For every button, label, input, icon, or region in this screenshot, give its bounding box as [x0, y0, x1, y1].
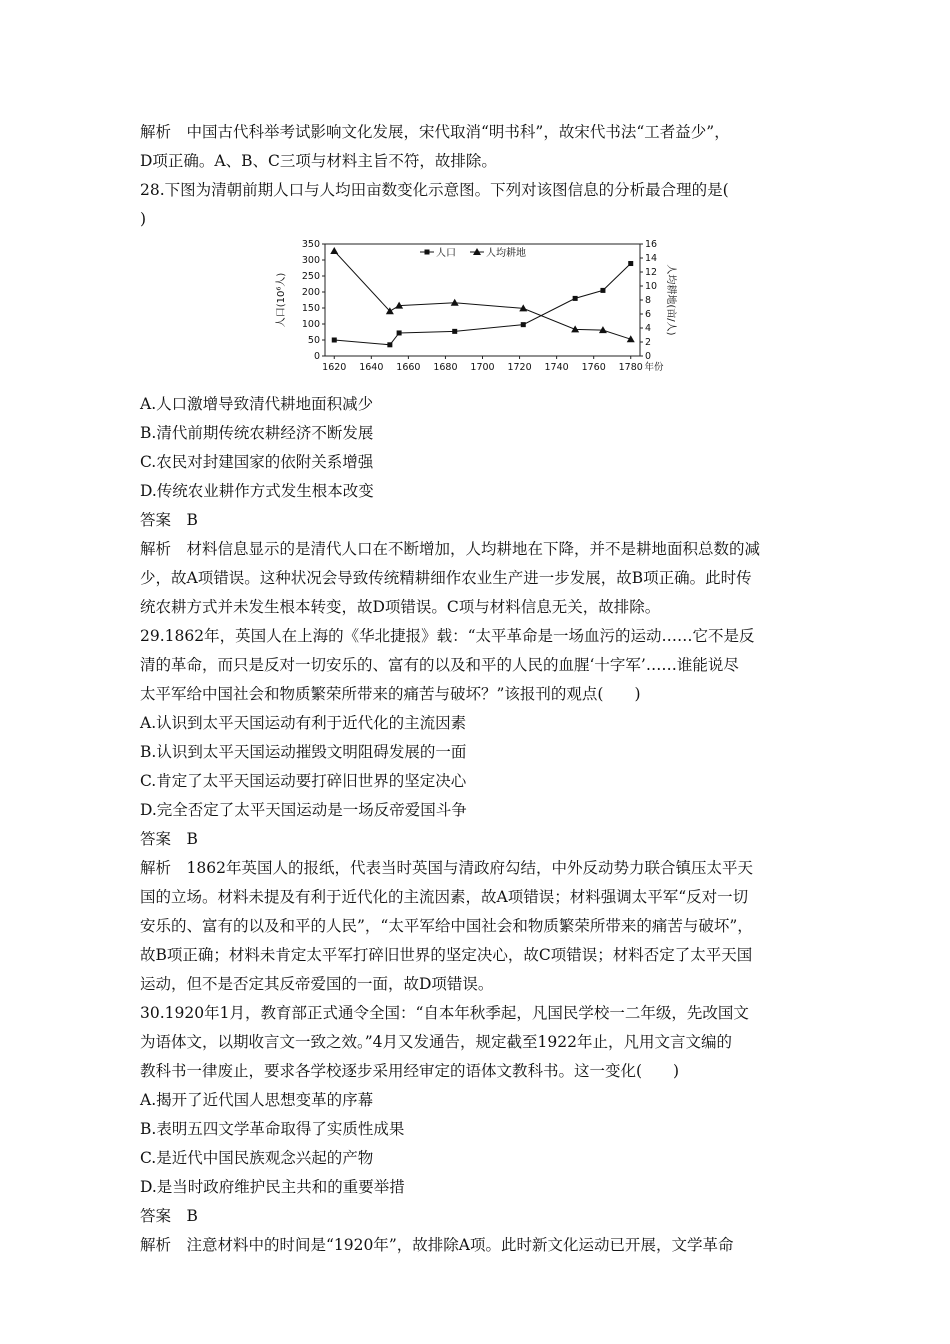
- legend-label-population: 人口: [436, 248, 456, 259]
- x-tick-label: 1720: [507, 362, 532, 373]
- population-point: [521, 322, 526, 327]
- explanation-line: 安乐的、富有的以及和平的人民”，“太平军给中国社会和物质繁荣所带来的痛苦与破坏”，: [140, 917, 753, 935]
- farmland-point: [451, 299, 459, 306]
- answer: 答案 B: [140, 1207, 198, 1225]
- left-tick-label: 0: [313, 351, 320, 362]
- explanation-line: 统农耕方式并未发生根本转变，故D项错误。C项与材料信息无关，故排除。: [140, 598, 661, 616]
- question-28-stem-end: ): [140, 210, 147, 228]
- option-d: D.完全否定了太平天国运动是一场反帝爱国斗争: [140, 801, 467, 819]
- explanation-line: 解析 材料信息显示的是清代人口在不断增加，人均耕地在下降，并不是耕地面积总数的减: [140, 540, 761, 558]
- left-tick-label: 250: [301, 271, 320, 282]
- left-tick-label: 50: [307, 335, 320, 346]
- x-tick-label: 1760: [581, 362, 606, 373]
- question-29-stem: 29.1862年，英国人在上海的《华北捷报》载：“太平革命是一场血污的运动……它不是反: [140, 627, 755, 645]
- population-point: [600, 288, 605, 293]
- x-tick-label: 1640: [359, 362, 384, 373]
- right-tick-label: 12: [645, 267, 658, 278]
- right-tick-label: 14: [645, 253, 658, 264]
- right-tick-label: 8: [645, 295, 652, 306]
- explanation-line: 故B项正确；材料未肯定太平军打碎旧世界的坚定决心，故C项错误；材料否定了太平天国: [140, 946, 753, 964]
- option-c: C.肯定了太平天国运动要打碎旧世界的坚定决心: [140, 772, 467, 790]
- option-a: A.认识到太平天国运动有利于近代化的主流因素: [140, 714, 467, 732]
- chart-axes: [325, 244, 640, 356]
- text-line: D项正确。A、B、C三项与材料主旨不符，故排除。: [140, 152, 497, 170]
- answer: 答案 B: [140, 511, 198, 529]
- right-tick-label: 10: [645, 281, 658, 292]
- question-29-stem: 太平军给中国社会和物质繁荣所带来的痛苦与破坏？”该报刊的观点( ): [140, 685, 641, 703]
- right-tick-label: 0: [645, 351, 652, 362]
- x-tick-label: 1620: [322, 362, 347, 373]
- option-c: C.是近代中国民族观念兴起的产物: [140, 1149, 374, 1167]
- text-line: 解析 中国古代科举考试影响文化发展，宋代取消“明书科”，故宋代书法“工者益少”，: [140, 123, 730, 141]
- explanation-line: 国的立场。材料未提及有利于近代化的主流因素，故A项错误；材料强调太平军“反对一切: [140, 888, 749, 906]
- x-axis-unit-label: 年份: [644, 362, 664, 373]
- document-page: [140, 118, 820, 1260]
- answer: 答案 B: [140, 830, 198, 848]
- option-b: B.表明五四文学革命取得了实质性成果: [140, 1120, 405, 1138]
- population-point: [387, 342, 392, 347]
- left-tick-label: 200: [301, 287, 320, 298]
- chart-legend: [420, 246, 526, 259]
- right-tick-label: 6: [645, 309, 652, 320]
- population-point: [573, 296, 578, 301]
- explanation-line: 少，故A项错误。这种状况会导致传统精耕细作农业生产进一步发展，故B项正确。此时传: [140, 569, 752, 587]
- legend-label-farmland: 人均耕地: [486, 248, 526, 259]
- explanation-line: 解析 1862年英国人的报纸，代表当时英国与清政府勾结，中外反动势力联合镇压太平天: [140, 859, 753, 877]
- population-chart-area: [140, 236, 820, 384]
- population-point: [332, 338, 337, 343]
- right-tick-label: 4: [645, 323, 652, 334]
- right-tick-label: 2: [645, 337, 652, 348]
- option-d: D.传统农业耕作方式发生根本改变: [140, 482, 374, 500]
- question-28-stem: 28.下图为清朝前期人口与人均田亩数变化示意图。下列对该图信息的分析最合理的是(: [140, 181, 729, 199]
- option-b: B.认识到太平天国运动摧毁文明阻碍发展的一面: [140, 743, 467, 761]
- left-tick-label: 350: [301, 239, 320, 250]
- legend-marker-population: [425, 250, 430, 255]
- explanation-line: 运动，但不是否定其反帝爱国的一面，故D项错误。: [140, 975, 494, 993]
- x-tick-label: 1740: [544, 362, 569, 373]
- left-axis-title: 人口(10⁶人): [276, 272, 287, 328]
- right-axis-title: 人均耕地(亩/人): [665, 264, 676, 336]
- explanation-line: 解析 注意材料中的时间是“1920年”，故排除A项。此时新文化运动已开展，文学革命: [140, 1236, 734, 1254]
- option-a: A.人口激增导致清代耕地面积减少: [140, 395, 374, 413]
- option-a: A.揭开了近代国人思想变革的序幕: [140, 1091, 374, 1109]
- farmland-point: [330, 247, 338, 254]
- population-point: [628, 261, 633, 266]
- population-farmland-chart: [275, 236, 695, 378]
- left-tick-label: 100: [301, 319, 320, 330]
- question-30-stem: 30.1920年1月，教育部正式通令全国：“自本年秋季起，凡国民学校一二年级，先改国文: [140, 1004, 749, 1022]
- x-tick-label: 1780: [618, 362, 643, 373]
- series-line-square: [334, 264, 630, 345]
- chart-series: [330, 247, 634, 347]
- chart-ticks: [275, 239, 678, 373]
- population-point: [452, 329, 457, 334]
- x-tick-label: 1680: [433, 362, 458, 373]
- population-point: [397, 330, 402, 335]
- question-29-stem: 清的革命，而只是反对一切安乐的、富有的以及和平的人民的血腥‘十字军’……谁能说尽: [140, 656, 739, 674]
- x-tick-label: 1660: [396, 362, 421, 373]
- option-d: D.是当时政府维护民主共和的重要举措: [140, 1178, 405, 1196]
- left-tick-label: 150: [301, 303, 320, 314]
- left-tick-label: 300: [301, 255, 320, 266]
- question-30-stem: 为语体文，以期收言文一致之效。”4月又发通告，规定截至1922年止，凡用文言文编的: [140, 1033, 732, 1051]
- right-tick-label: 16: [645, 239, 658, 250]
- option-b: B.清代前期传统农耕经济不断发展: [140, 424, 374, 442]
- x-tick-label: 1700: [470, 362, 495, 373]
- question-30-stem: 教科书一律废止，要求各学校逐步采用经审定的语体文教科书。这一变化( ): [140, 1062, 680, 1080]
- option-c: C.农民对封建国家的依附关系增强: [140, 453, 374, 471]
- farmland-point: [571, 325, 579, 332]
